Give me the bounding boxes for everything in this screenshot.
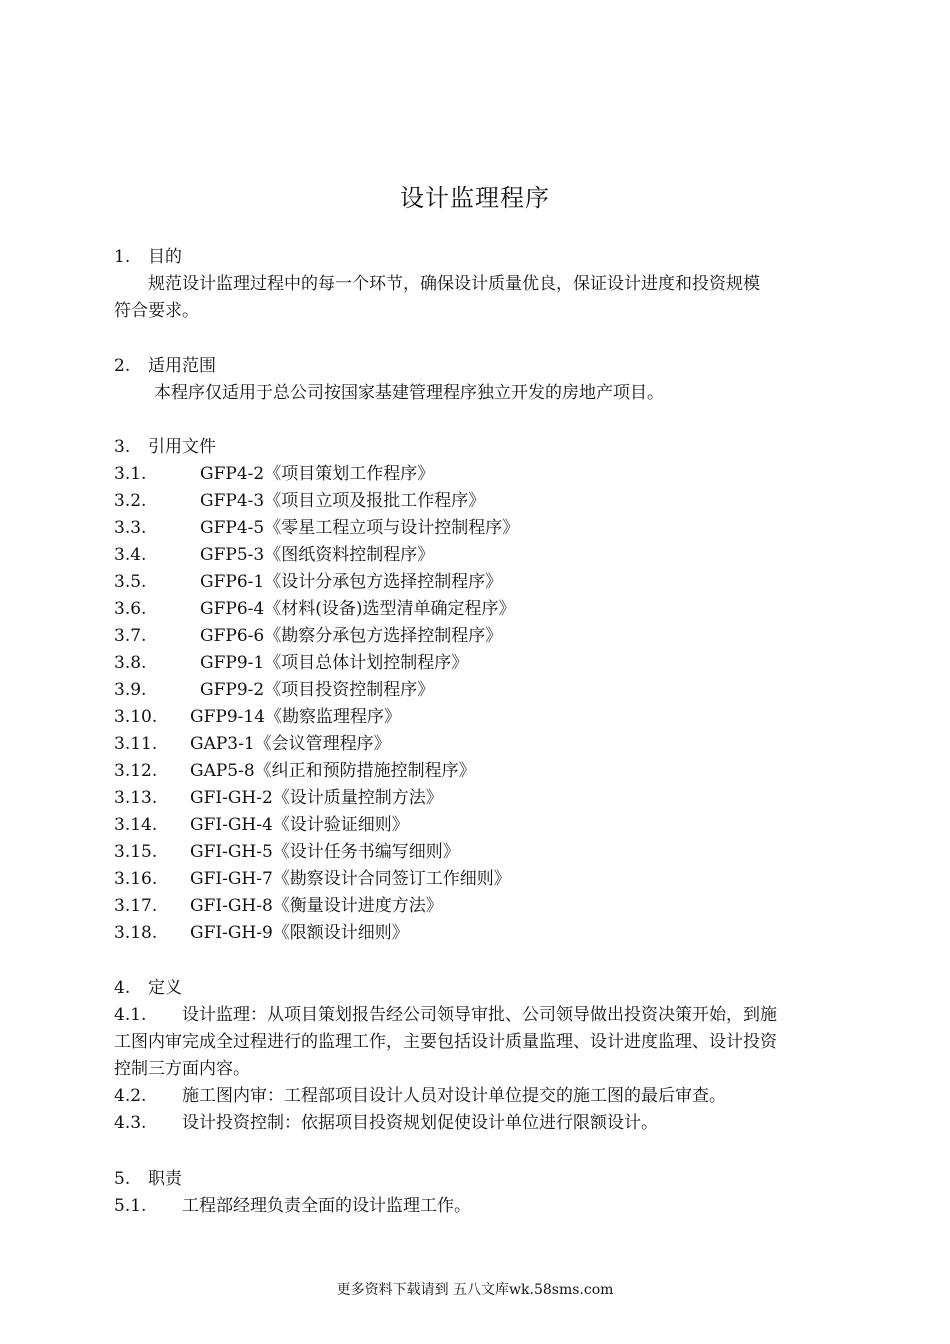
document-title: 设计监理程序 bbox=[400, 184, 550, 212]
reference-number: 3.10. bbox=[114, 707, 158, 727]
reference-item bbox=[114, 866, 511, 893]
reference-number: 3.13. bbox=[114, 788, 158, 808]
definition-item bbox=[114, 1002, 777, 1029]
section-title: 职责 bbox=[148, 1169, 182, 1189]
reference-item bbox=[114, 677, 434, 704]
reference-number: 3.9. bbox=[114, 680, 147, 700]
reference-number: 3.12. bbox=[114, 761, 158, 781]
definition-item bbox=[114, 1110, 658, 1137]
section-heading-references bbox=[114, 434, 216, 461]
responsibility-text: 工程部经理负责全面的设计监理工作。 bbox=[182, 1196, 471, 1216]
definition-text: 设计监理：从项目策划报告经公司领导审批、公司领导做出投资决策开始，到施 bbox=[182, 1005, 777, 1025]
definition-text-continued: 控制三方面内容。 bbox=[114, 1059, 250, 1079]
section-heading-purpose bbox=[114, 244, 182, 271]
section-heading-scope bbox=[114, 353, 216, 380]
section-heading-responsibilities bbox=[114, 1166, 182, 1193]
definition-item bbox=[114, 1083, 726, 1110]
reference-text: GAP3-1《会议管理程序》 bbox=[190, 734, 391, 754]
reference-number: 3.18. bbox=[114, 923, 158, 943]
reference-text: GAP5-8《纠正和预防措施控制程序》 bbox=[190, 761, 476, 781]
section-title: 引用文件 bbox=[148, 437, 216, 457]
reference-item bbox=[114, 650, 468, 677]
reference-item bbox=[114, 893, 443, 920]
purpose-text-line1: 规范设计监理过程中的每一个环节，确保设计质量优良，保证设计进度和投资规模 bbox=[148, 274, 760, 294]
section-number: 2. bbox=[114, 356, 131, 376]
reference-text: GFI-GH-8《衡量设计进度方法》 bbox=[190, 896, 443, 916]
reference-number: 3.14. bbox=[114, 815, 158, 835]
reference-text: GFP4-2《项目策划工作程序》 bbox=[200, 464, 435, 484]
reference-text: GFP9-2《项目投资控制程序》 bbox=[200, 680, 435, 700]
reference-text: GFP9-1《项目总体计划控制程序》 bbox=[200, 653, 469, 673]
section-number: 3. bbox=[114, 437, 131, 457]
definition-text-continued: 工图内审完成全过程进行的监理工作，主要包括设计质量监理、设计进度监理、设计投资 bbox=[114, 1032, 777, 1052]
reference-item bbox=[114, 488, 485, 515]
reference-number: 3.11. bbox=[114, 734, 158, 754]
section-title: 定义 bbox=[148, 978, 182, 998]
reference-number: 3.16. bbox=[114, 869, 158, 889]
reference-number: 3.1. bbox=[114, 464, 147, 484]
section-heading-definitions bbox=[114, 975, 182, 1002]
definition-text: 设计投资控制：依据项目投资规划促使设计单位进行限额设计。 bbox=[182, 1113, 658, 1133]
section-title: 目的 bbox=[148, 247, 182, 267]
reference-item bbox=[114, 596, 515, 623]
section-title: 适用范围 bbox=[148, 356, 216, 376]
reference-number: 3.6. bbox=[114, 599, 147, 619]
reference-item bbox=[114, 758, 476, 785]
definition-number: 4.2. bbox=[114, 1086, 147, 1106]
reference-item bbox=[114, 461, 434, 488]
reference-item bbox=[114, 731, 391, 758]
reference-item bbox=[114, 920, 409, 947]
section-number: 1. bbox=[114, 247, 131, 267]
reference-text: GFI-GH-2《设计质量控制方法》 bbox=[190, 788, 443, 808]
purpose-text-line2: 符合要求。 bbox=[114, 301, 199, 321]
reference-item bbox=[114, 569, 502, 596]
reference-text: GFI-GH-7《勘察设计合同签订工作细则》 bbox=[190, 869, 511, 889]
reference-text: GFP6-6《勘察分承包方选择控制程序》 bbox=[200, 626, 503, 646]
reference-text: GFP4-3《项目立项及报批工作程序》 bbox=[200, 491, 486, 511]
reference-text: GFI-GH-5《设计任务书编写细则》 bbox=[190, 842, 460, 862]
reference-text: GFP5-3《图纸资料控制程序》 bbox=[200, 545, 435, 565]
reference-text: GFP9-14《勘察监理程序》 bbox=[190, 707, 402, 727]
reference-number: 3.8. bbox=[114, 653, 147, 673]
reference-number: 3.7. bbox=[114, 626, 147, 646]
reference-item bbox=[114, 785, 443, 812]
reference-text: GFP4-5《零星工程立项与设计控制程序》 bbox=[200, 518, 520, 538]
definition-text: 施工图内审：工程部项目设计人员对设计单位提交的施工图的最后审查。 bbox=[182, 1086, 726, 1106]
section-number: 4. bbox=[114, 978, 131, 998]
footer-download-note: 更多资料下载请到 五八文库wk.58sms.com bbox=[336, 1282, 614, 1298]
reference-item bbox=[114, 812, 409, 839]
reference-number: 3.2. bbox=[114, 491, 147, 511]
reference-number: 3.5. bbox=[114, 572, 147, 592]
definition-number: 4.3. bbox=[114, 1113, 147, 1133]
reference-item bbox=[114, 839, 460, 866]
definition-number: 4.1. bbox=[114, 1005, 147, 1025]
reference-number: 3.3. bbox=[114, 518, 147, 538]
reference-text: GFI-GH-4《设计验证细则》 bbox=[190, 815, 409, 835]
reference-text: GFP6-1《设计分承包方选择控制程序》 bbox=[200, 572, 503, 592]
reference-item bbox=[114, 704, 401, 731]
reference-number: 3.15. bbox=[114, 842, 158, 862]
scope-text: 本程序仅适用于总公司按国家基建管理程序独立开发的房地产项目。 bbox=[154, 383, 664, 403]
reference-number: 3.17. bbox=[114, 896, 158, 916]
reference-number: 3.4. bbox=[114, 545, 147, 565]
section-number: 5. bbox=[114, 1169, 131, 1189]
reference-text: GFP6-4《材料(设备)选型清单确定程序》 bbox=[200, 599, 516, 619]
reference-item bbox=[114, 542, 434, 569]
reference-item bbox=[114, 515, 519, 542]
reference-text: GFI-GH-9《限额设计细则》 bbox=[190, 923, 409, 943]
responsibility-item bbox=[114, 1193, 471, 1220]
reference-item bbox=[114, 623, 502, 650]
responsibility-number: 5.1. bbox=[114, 1196, 147, 1216]
